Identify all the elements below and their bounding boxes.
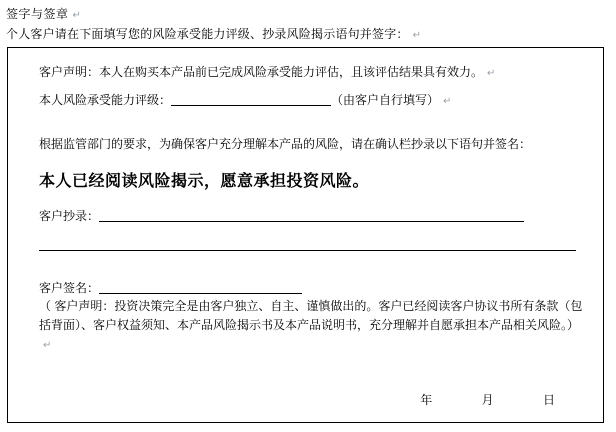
date-row [8,391,603,408]
requirement-text: 根据监管部门的要求，为确保客户充分理解本产品的风险，请在确认栏抄录以下语句并签名： [39,137,532,151]
paragraph-mark-icon: ↵ [43,340,52,351]
intro-text-value: 个人客户请在下面填写您的风险承受能力评级、抄录风险揭示语句并签字： [6,27,409,41]
requirement-line [39,136,589,153]
bold-statement-line [39,173,589,190]
paragraph-mark-icon: ↵ [412,30,422,41]
declaration-line [39,64,589,82]
page-title-text: 签字与签章 [6,7,69,21]
page-title [6,6,81,24]
rating-note: （由客户自行填写） [331,93,440,107]
paragraph-mark-icon: ↵ [487,68,496,79]
signature-note-text: （ 客户声明：投资决策完全是由客户独立、自主、谨慎做出的。客户已经阅读客户协议书所有条款（包括背面）、客户权益须知、本产品风险揭示书及本产品说明书，充分理解并自愿承担本产品相关风险。） [39,299,583,332]
signature-box [7,47,604,423]
rating-input[interactable] [171,93,331,106]
date-month-label: 月 [481,393,496,407]
date-day-label: 日 [542,393,557,407]
transcribe-line [39,208,589,225]
rating-line [39,92,589,110]
intro-text [6,26,421,44]
rating-label: 本人风险承受能力评级： [39,93,172,107]
transcribe-second-line [39,237,589,254]
date-year-label: 年 [420,393,435,407]
declaration-text: 客户声明：本人在购买本产品前已完成风险承受能力评估，且该评估结果具有效力。 [39,65,484,79]
signature-label: 客户签名： [39,281,100,295]
transcribe-input[interactable] [99,209,524,222]
paragraph-mark-icon: ↵ [443,96,452,107]
transcribe-input-2[interactable] [39,238,576,251]
paragraph-mark-icon: ↵ [72,10,82,21]
signature-note [39,297,589,355]
bold-statement-text: 本人已经阅读风险揭示，愿意承担投资风险。 [39,173,370,190]
signature-box-content [39,60,589,355]
signature-line [39,280,589,297]
signature-input[interactable] [99,281,302,294]
transcribe-label: 客户抄录： [39,209,100,223]
